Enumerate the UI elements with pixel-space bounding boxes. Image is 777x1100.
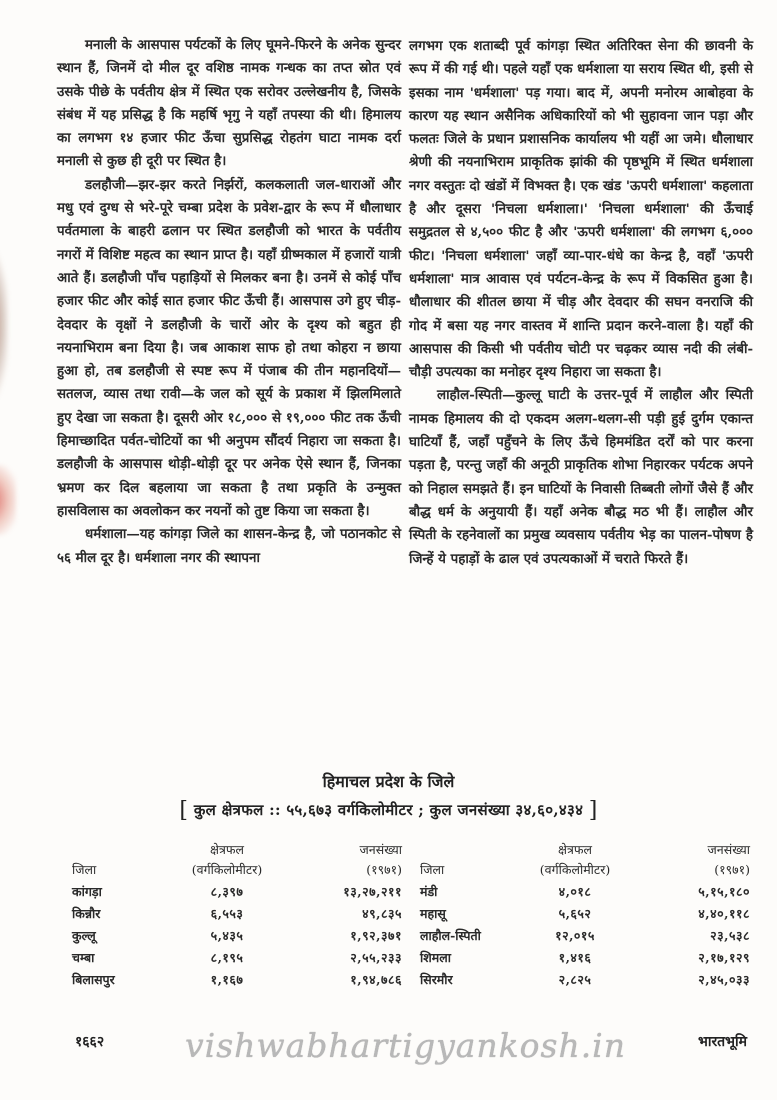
table-header-row [72, 840, 402, 858]
district-area: १२,०१५ [555, 927, 595, 943]
header-population: जनसंख्या [359, 841, 402, 857]
bracket-open: [ [179, 798, 189, 823]
paragraph-manali: मनाली के आसपास पर्यटकों के लिए घूमने-फिरने के अनेक सुन्दर स्थान हैं, जिनमें दो मील दूर वशिष्ठ नामक गन्धक का तप्त स्रोत एवं उसके पीछे के पर्वतीय क्षेत्र में स्थित एक सरोवर उल्लेखनीय है, जिसके संबंध में यह प्रसिद्ध है कि महर्षि भृगु ने यहाँ तपस्या की थी। हिमालय का लगभग १४ हजार फीट ऊँचा सुप्रसिद्ध रोहतंग घाटा नामक दर्रा मनाली से कुछ ही दूरी पर स्थित है। [57, 37, 401, 170]
district-population: २३,५३८ [710, 927, 750, 943]
table-row [420, 924, 750, 946]
table-row [420, 880, 750, 902]
paragraph-dharamshala-continued: लगभग एक शताब्दी पूर्व कांगड़ा स्थित अतिरिक्त सेना की छावनी के रूप में की गई थी। पहले यहाँ एक धर्मशाला या सराय स्थित थी, इसी से इसका नाम 'धर्मशाला' पड़ गया। बाद में, अपनी मनोरम आबोहवा के कारण यह स्थान असैनिक अधिकारियों को भी सुहावना जान पड़ा और फलतः जिले के प्रधान प्रशासनिक कार्यालय भी यहीं आ जमे। धौलाधार श्रेणी की नयनाभिराम प्राकृतिक झांकी की पृष्ठभूमि में स्थित धर्मशाला नगर वस्तुतः दो खंडों में विभक्त है। एक खंड 'ऊपरी धर्मशाला' कहलाता है और दूसरा 'निचला धर्मशाला।' 'निचला धर्मशाला' की ऊँचाई समुद्रतल से ४,५०० फीट है और 'ऊपरी धर्मशाला' की लगभग ६,००० फीट। 'निचला धर्मशाला' जहाँ व्या-पार-धंधे का केन्द्र है, वहाँ 'ऊपरी धर्मशाला' मात्र आवास एवं पर्यटन-केन्द्र के रूप में विकसित हुआ है। धौलाधार की शीतल छाया में चीड़ और देवदार की सघन वनराजि की गोद में बसा यह नगर वास्तव में शान्ति प्रदान करने-वाला है। यहाँ की आसपास की किसी भी पर्वतीय चोटी पर चढ़कर व्यास नदी की लंबी-चौड़ी उपत्यका का मनोहर दृश्य निहारा जा सकता है। [409, 38, 753, 381]
page-edge-stain [0, 465, 16, 535]
district-area: १,४१६ [558, 949, 592, 965]
table-header-row [420, 840, 750, 858]
district-name: कुल्लू [72, 927, 96, 943]
header-population-year: (१९७१) [366, 861, 402, 877]
header-area: क्षेत्रफल [558, 841, 592, 857]
header-population-year: (१९७१) [714, 861, 750, 877]
district-name: किन्नौर [72, 905, 101, 921]
magazine-name: भारतभूमि [697, 1034, 747, 1050]
district-area: १,१६७ [210, 971, 244, 987]
table-row [420, 968, 750, 990]
table-subtitle [0, 798, 777, 823]
district-name: महासू [420, 905, 446, 921]
table-heading [0, 770, 777, 823]
district-population: ५,१५,१८० [698, 883, 750, 899]
district-population: २,१७,१२९ [698, 949, 750, 965]
district-name: बिलासपुर [72, 971, 115, 987]
page-edge-stain [0, 250, 8, 400]
table-row [72, 946, 402, 968]
table-row [72, 880, 402, 902]
watermark-text: vishwabhartigyankosh.in [185, 1026, 626, 1065]
district-area: ४,०१८ [558, 883, 592, 899]
header-area-unit: (वर्गकिलोमीटर) [191, 861, 263, 877]
page-number: १६६२ [75, 1034, 105, 1050]
header-district: जिला [72, 861, 97, 877]
district-population: १३,२७,२११ [343, 883, 402, 899]
header-district: जिला [420, 861, 445, 877]
district-table-right [420, 840, 750, 990]
table-row [72, 902, 402, 924]
district-population: ४,४०,११८ [698, 905, 750, 921]
right-text-column [409, 35, 753, 571]
table-subtitle-text: कुल क्षेत्रफल :: ५५,६७३ वर्गकिलोमीटर ; कुल जनसंख्या ३४,६०,४३४ [193, 801, 584, 819]
district-area: २,८२५ [558, 971, 592, 987]
district-population: २,५५,२३३ [350, 949, 402, 965]
table-row [72, 968, 402, 990]
paragraph-dalhousie: डलहौजी—झर-झर करते निर्झरों, कलकलाती जल-धाराओं और मधु एवं दुग्ध से भरे-पूरे चम्बा प्रदेश के प्रवेश-द्वार के रूप में धौलाधार पर्वतमाला के बाहरी ढलान पर स्थित डलहौजी को भारत के पर्वतीय नगरों में विशिष्ट महत्व का स्थान प्राप्त है। यहाँ ग्रीष्मकाल में हजारों यात्री आते हैं। डलहौजी पाँच पहाड़ियों से मिलकर बना है। उनमें से कोई पाँच हजार फीट और कोई सात हजार फीट ऊँची हैं। आसपास उगे हुए चीड़-देवदार के वृक्षों ने डलहौजी के चारों ओर के दृश्य को बहुत ही नयनाभिराम बना दिया है। जब आकाश साफ हो तथा कोहरा न छाया हुआ हो, तब डलहौजी से स्पष्ट रूप में पंजाब की तीन महानदियों—सतलज, व्यास तथा रावी—के जल को सूर्य के प्रकाश में झिलमिलाते हुए देखा जा सकता है। दूसरी ओर १८,००० से १९,००० फीट तक ऊँची हिमाच्छादित पर्वत-चोटियों का भी अनुपम सौंदर्य निहारा जा सकता है। डलहौजी के आसपास थोड़ी-थोड़ी दूर पर अनेक ऐसे स्थान हैं, जिनका भ्रमण कर दिल बहलाया जा सकता है तथा प्रकृति के उन्मुक्त हासविलास का अवलोकन कर नयनों को तुष्ट किया जा सकता है। [57, 176, 401, 519]
header-area-unit: (वर्गकिलोमीटर) [539, 861, 611, 877]
district-name: कांगड़ा [72, 883, 102, 899]
page-footer [0, 1028, 777, 1068]
table-row [420, 902, 750, 924]
left-text-column [57, 34, 401, 570]
header-area: क्षेत्रफल [210, 841, 244, 857]
district-area: ८,३९७ [210, 883, 244, 899]
district-name: शिमला [420, 949, 451, 965]
paragraph-lahaul-spiti: लाहौल-स्पिती—कुल्लू घाटी के उत्तर-पूर्व में लाहौल और स्पिती नामक हिमालय की दो एकदम अलग-थलग-सी पड़ी हुई दुर्गम एकान्त घाटियाँ हैं, जहाँ पहुँचने के लिए ऊँचे हिममंडित दर्रों को पार करना पड़ता है, परन्तु जहाँ की अनूठी प्राकृतिक शोभा निहारकर पर्यटक अपने को निहाल समझते हैं। इन घाटियों के निवासी तिब्बती लोगों जैसे हैं और बौद्ध धर्म के अनुयायी हैं। यहाँ अनेक बौद्ध मठ भी हैं। लाहौल और स्पिती के रहनेवालों का प्रमुख व्यवसाय पर्वतीय भेड़ का पालन-पोषण है जिन्हें ये पहाड़ों के ढाल एवं उपत्यकाओं में चराते फिरते हैं। [409, 387, 753, 567]
district-population: ४९,८३५ [362, 905, 402, 921]
table-header-row [420, 858, 750, 880]
district-area: ५,६५२ [558, 905, 592, 921]
district-table-left [72, 840, 402, 990]
district-name: सिरमौर [420, 971, 453, 987]
district-name: चम्बा [72, 949, 95, 965]
district-area: ६,५५३ [210, 905, 244, 921]
district-population: १,९४,७८६ [350, 971, 402, 987]
bracket-close: ] [588, 798, 598, 823]
table-row [72, 924, 402, 946]
district-name: मंडी [420, 883, 438, 899]
table-header-row [72, 858, 402, 880]
district-name: लाहौल-स्पिती [420, 927, 481, 943]
district-area: ५,४३५ [210, 927, 244, 943]
district-population: २,४५,०३३ [698, 971, 750, 987]
district-area: ८,१९५ [210, 949, 244, 965]
paragraph-dharamshala: धर्मशाला—यह कांगड़ा जिले का शासन-केन्द्र है, जो पठानकोट से ५६ मील दूर है। धर्मशाला नगर की स्थापना [57, 526, 401, 566]
table-row [420, 946, 750, 968]
header-population: जनसंख्या [707, 841, 750, 857]
district-population: १,९२,३७१ [350, 927, 402, 943]
table-title: हिमाचल प्रदेश के जिले [322, 772, 455, 791]
